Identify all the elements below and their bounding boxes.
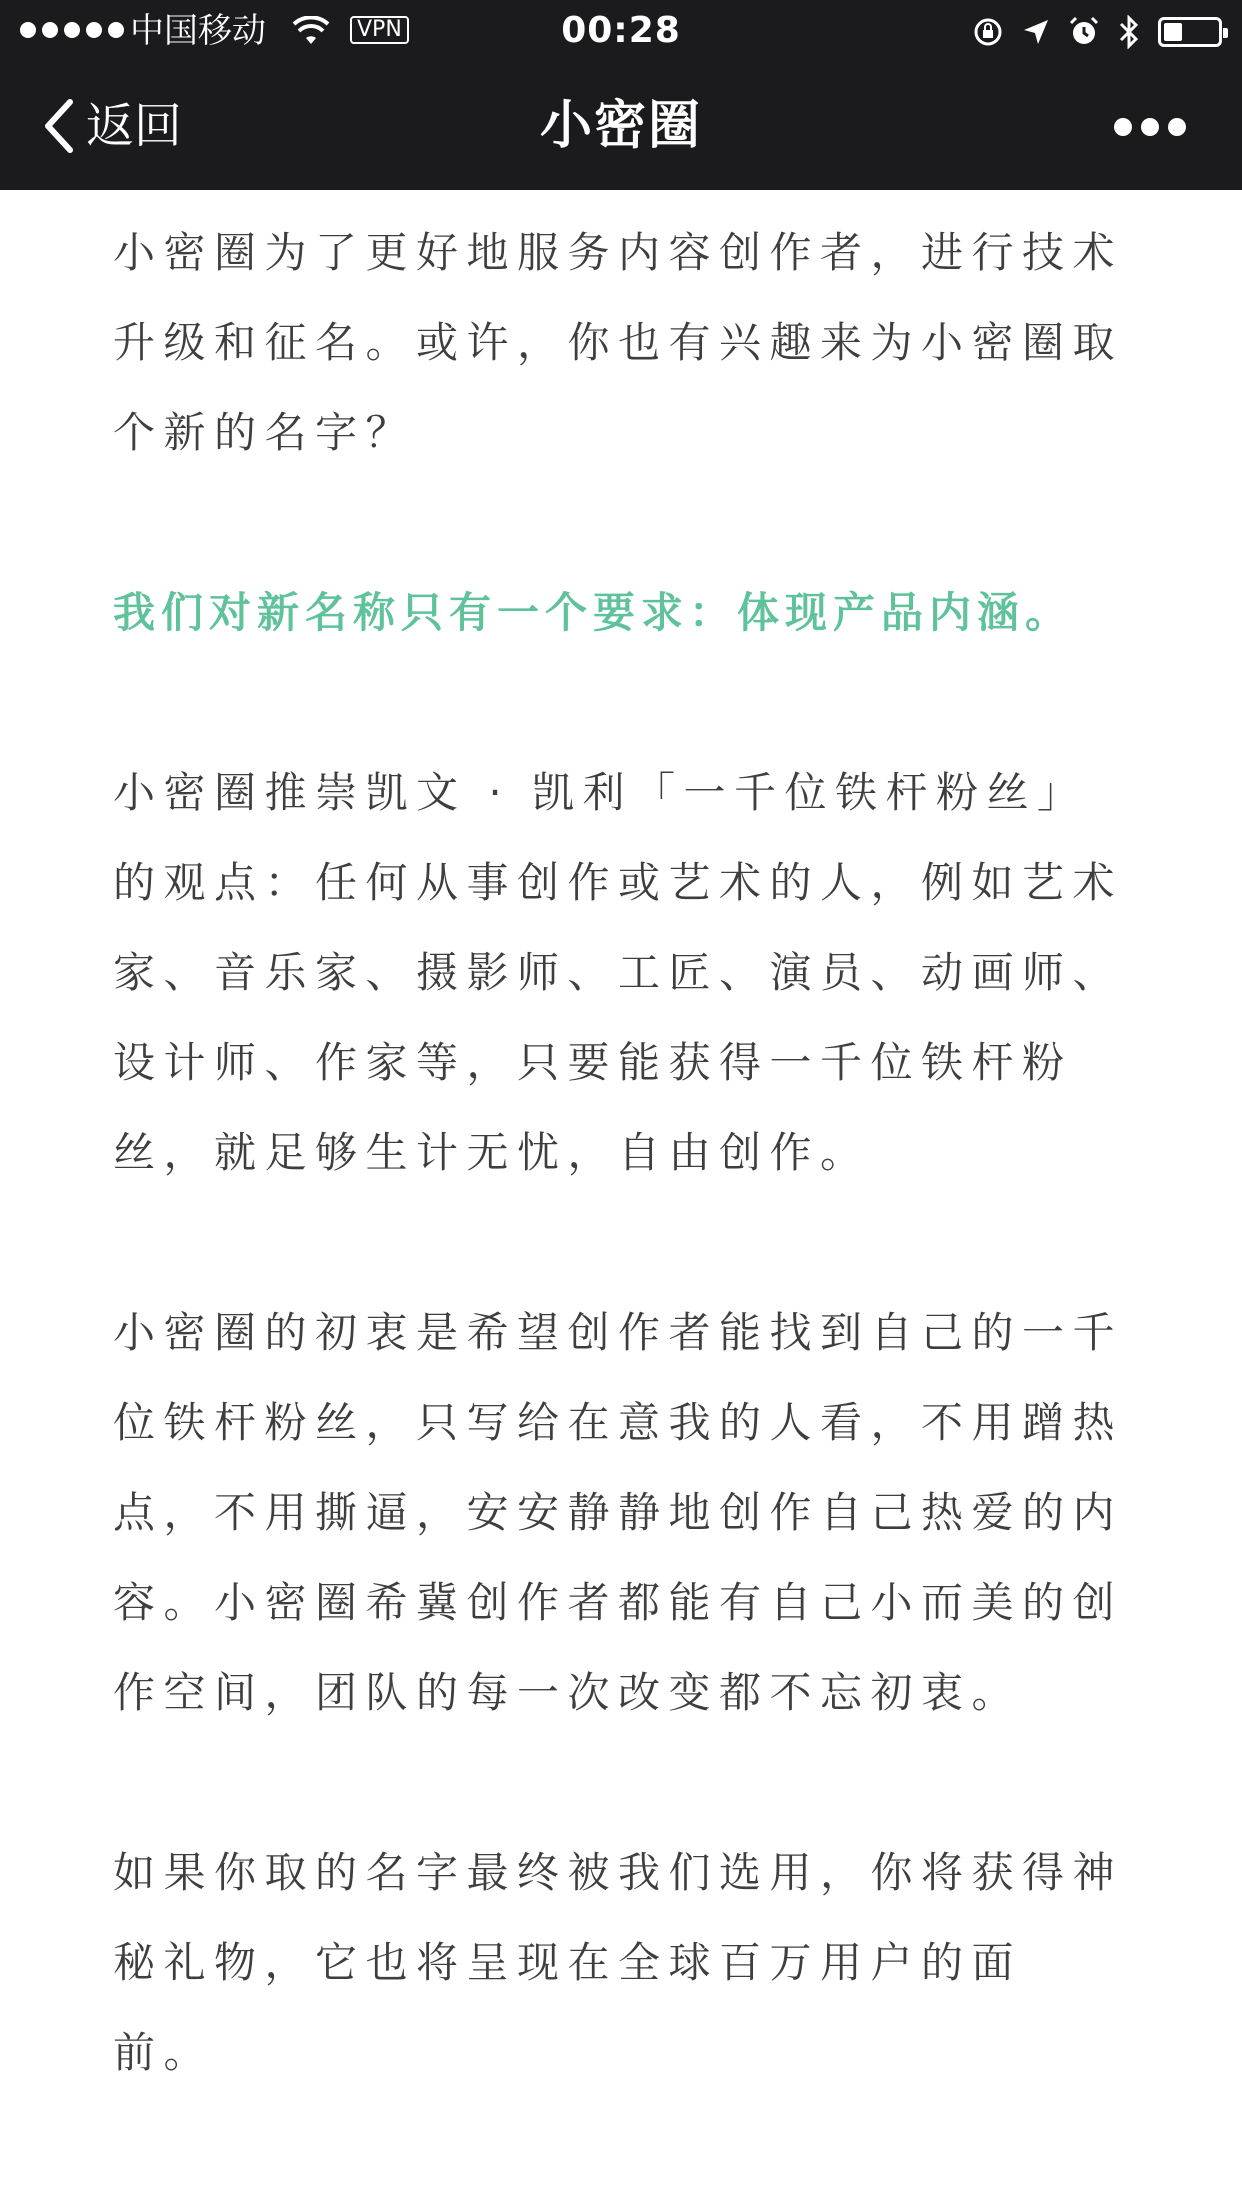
vpn-badge: VPN <box>350 16 409 44</box>
paragraph-reward <box>113 1828 1133 2098</box>
text-line: 作空间，团队的每一次改变都不忘初衷。 <box>113 1668 1023 1717</box>
paragraph-original-intent <box>113 1288 1133 1738</box>
text-line: 升级和征名。或许，你也有兴趣来为小密圈取 <box>113 318 1124 367</box>
text-line: 小密圈的初衷是希望创作者能找到自己的一千 <box>113 1308 1124 1357</box>
article-body <box>113 190 1133 2188</box>
location-icon <box>1022 18 1050 46</box>
text-line: 前。 <box>113 2028 215 2077</box>
bluetooth-icon <box>1118 15 1140 49</box>
more-options-icon[interactable] <box>1114 118 1186 136</box>
battery-icon <box>1158 17 1222 47</box>
highlight-requirement: 我们对新名称只有一个要求：体现产品内涵。 <box>113 588 1074 637</box>
navigation-bar <box>0 62 1242 190</box>
text-line: 小密圈推崇凯文 · 凯利「一千位铁杆粉丝」 <box>113 768 1088 817</box>
carrier-name: 中国移动 <box>130 11 266 51</box>
status-time: 00:28 <box>561 10 681 51</box>
paragraph-intro <box>113 208 1133 478</box>
paragraph-kevin-kelly <box>113 748 1133 1198</box>
text-line: 点，不用撕逼，安安静静地创作自己热爱的内 <box>113 1488 1124 1537</box>
page-title: 小密圈 <box>539 96 702 156</box>
status-bar <box>0 0 1242 62</box>
text-line: 丝，就足够生计无忧，自由创作。 <box>113 1128 871 1177</box>
text-line: 秘礼物，它也将呈现在全球百万用户的面 <box>113 1938 1023 1987</box>
alarm-icon <box>1068 16 1100 48</box>
text-line: 位铁杆粉丝，只写给在意我的人看，不用蹭热 <box>113 1398 1124 1447</box>
text-line: 的观点：任何从事创作或艺术的人，例如艺术 <box>113 858 1124 907</box>
text-line: 设计师、作家等，只要能获得一千位铁杆粉 <box>113 1038 1073 1087</box>
text-line: 个新的名字？ <box>113 408 417 457</box>
back-label: 返回 <box>86 98 183 154</box>
orientation-lock-icon <box>972 16 1004 48</box>
text-line: 家、音乐家、摄影师、工匠、演员、动画师、 <box>113 948 1124 997</box>
text-line: 如果你取的名字最终被我们选用，你将获得神 <box>113 1848 1124 1897</box>
text-line: 容。小密圈希冀创作者都能有自己小而美的创 <box>113 1578 1124 1627</box>
text-line: 小密圈为了更好地服务内容创作者，进行技术 <box>113 228 1124 277</box>
